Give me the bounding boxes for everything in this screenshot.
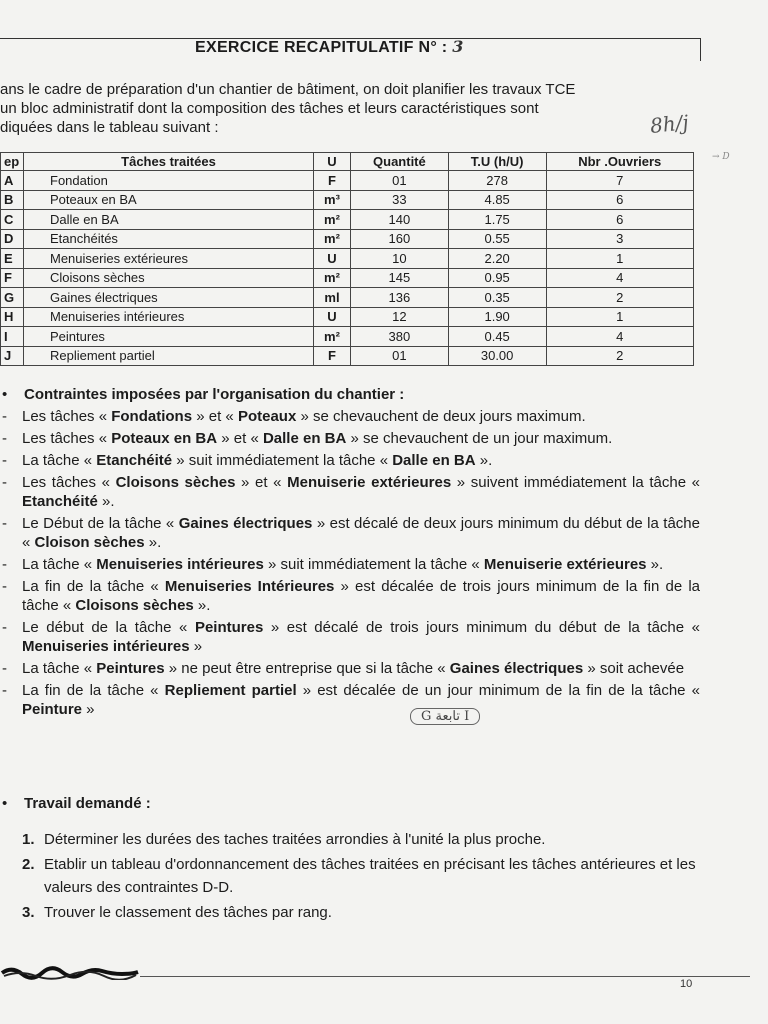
constraint-text: La tâche « — [22, 660, 97, 677]
row-qty: 145 — [351, 268, 449, 288]
task-name: Cloisons sèches — [115, 474, 236, 491]
row-tu: 278 — [448, 171, 546, 191]
handwritten-note: 8h/j — [648, 110, 690, 138]
task-name: Poteaux en BA — [111, 430, 218, 447]
table-row — [1, 327, 694, 347]
constraint-text: Les tâches « — [22, 408, 112, 425]
constraint-text: La fin de la tâche « — [22, 682, 165, 699]
constraint-text: Le Début de la tâche « — [22, 515, 179, 532]
constraint-text: La tâche « — [22, 556, 97, 573]
constraint-text: ». — [646, 556, 664, 573]
row-workers: 2 — [546, 346, 693, 366]
row-unit: m² — [314, 229, 351, 249]
header-tu: T.U (h/U) — [448, 153, 546, 171]
work-item-text: Déterminer les durées des taches traitées arrondies à l'unité la plus proche. — [44, 831, 546, 848]
row-unit: m² — [314, 268, 351, 288]
constraint-text: » est décalé de trois jours minimum du début de la tâche « — [263, 619, 701, 636]
work-list — [22, 828, 702, 926]
row-unit: U — [314, 249, 351, 269]
task-name: Gaines électriques — [178, 515, 313, 532]
constraint-text: » se chevauchent de un jour maximum. — [346, 430, 613, 447]
constraint-text: » et « — [217, 430, 263, 447]
row-unit: m² — [314, 210, 351, 230]
row-tu: 4.85 — [448, 190, 546, 210]
task-name: Cloisons sèches — [75, 597, 194, 614]
row-tu: 1.75 — [448, 210, 546, 230]
constraint-item — [0, 514, 700, 552]
constraint-text: » suivent immédiatement la tâche « — [451, 474, 701, 491]
exercise-number: 3 — [452, 37, 464, 56]
constraint-text: La fin de la tâche « — [22, 578, 165, 595]
constraint-item — [0, 659, 700, 678]
table-row — [1, 346, 694, 366]
work-item-number: 3. — [22, 904, 35, 921]
dash-icon: - — [2, 682, 7, 699]
constraint-text: » et « — [192, 408, 238, 425]
header-workers: Nbr .Ouvriers — [546, 153, 693, 171]
task-name: Menuiseries intérieures — [96, 556, 264, 573]
dash-icon: - — [2, 430, 7, 447]
row-workers: 1 — [546, 307, 693, 327]
constraint-item — [0, 451, 700, 470]
row-workers: 1 — [546, 249, 693, 269]
row-qty: 01 — [351, 171, 449, 191]
page-title: EXERCICE RECAPITULATIF N° : 3 — [195, 37, 464, 56]
row-workers: 4 — [546, 327, 693, 347]
table-row — [1, 229, 694, 249]
header-rep: ep — [1, 153, 24, 171]
task-name: Cloison sèches — [34, 534, 145, 551]
table-body — [1, 171, 694, 366]
row-workers: 2 — [546, 288, 693, 308]
row-workers: 4 — [546, 268, 693, 288]
row-task: Menuiseries extérieures — [24, 249, 314, 269]
constraint-text: » — [189, 638, 203, 655]
title-rule — [0, 38, 190, 39]
row-qty: 10 — [351, 249, 449, 269]
dash-icon: - — [2, 408, 7, 425]
row-qty: 140 — [351, 210, 449, 230]
constraint-text: » est décalée de un jour minimum de la fin de la tâche « — [296, 682, 700, 699]
row-tu: 0.35 — [448, 288, 546, 308]
task-name: Peintures — [194, 619, 264, 636]
row-rep: C — [1, 210, 24, 230]
row-workers: 3 — [546, 229, 693, 249]
row-rep: I — [1, 327, 24, 347]
dash-icon: - — [2, 556, 7, 573]
row-unit: U — [314, 307, 351, 327]
row-tu: 0.45 — [448, 327, 546, 347]
task-name: Dalle en BA — [262, 430, 347, 447]
constraint-text: » est décalé de deux jours minimum du début de la tâche « — [22, 515, 700, 551]
task-name: Menuiserie extérieures — [287, 474, 452, 491]
table-row — [1, 307, 694, 327]
work-item — [22, 853, 702, 899]
row-unit: m² — [314, 327, 351, 347]
bullet-icon: • — [2, 386, 8, 403]
row-task: Cloisons sèches — [24, 268, 314, 288]
work-item-text: Etablir un tableau d'ordonnancement des tâches traitées en précisant les tâches antérieures et les valeurs des contraintes D-D. — [44, 856, 696, 896]
constraint-text: Les tâches « — [22, 430, 112, 447]
task-name: Peintures — [96, 660, 165, 677]
dash-icon: - — [2, 578, 7, 595]
row-tu: 30.00 — [448, 346, 546, 366]
constraint-text: ». — [475, 452, 493, 469]
bullet-icon: • — [2, 795, 8, 812]
row-rep: A — [1, 171, 24, 191]
dash-icon: - — [2, 619, 7, 636]
table-row — [1, 268, 694, 288]
intro-line: un bloc administratif dont la composition des tâches et leurs caractéristiques sont — [0, 100, 539, 117]
handwritten-annotation: G تابعة I — [410, 708, 480, 725]
task-name: Menuiseries intérieures — [22, 638, 190, 655]
constraint-text: » ne peut être entreprise que si la tâche « — [164, 660, 450, 677]
work-title: Travail demandé : — [24, 795, 151, 812]
row-task: Gaines électriques — [24, 288, 314, 308]
constraints-title: Contraintes imposées par l'organisation du chantier : — [24, 386, 405, 403]
row-unit: m³ — [314, 190, 351, 210]
constraints-list — [0, 407, 700, 722]
task-name: Etanchéité — [22, 493, 98, 510]
constraint-text: » se chevauchent de deux jours maximum. — [296, 408, 586, 425]
dash-icon: - — [2, 660, 7, 677]
row-task: Fondation — [24, 171, 314, 191]
task-name: Peinture — [22, 701, 83, 718]
row-tu: 0.95 — [448, 268, 546, 288]
dash-icon: - — [2, 474, 7, 491]
constraint-text: ». — [144, 534, 162, 551]
work-item — [22, 828, 702, 851]
row-task: Peintures — [24, 327, 314, 347]
constraint-item — [0, 618, 700, 656]
header-qty: Quantité — [351, 153, 449, 171]
work-item — [22, 901, 702, 924]
constraint-text: » suit immédiatement la tâche « — [172, 452, 393, 469]
row-rep: G — [1, 288, 24, 308]
dash-icon: - — [2, 515, 7, 532]
constraint-item — [0, 555, 700, 574]
constraint-text: Les tâches « — [22, 474, 116, 491]
table-row — [1, 288, 694, 308]
row-task: Dalle en BA — [24, 210, 314, 230]
tasks-table — [0, 152, 694, 366]
row-workers: 6 — [546, 210, 693, 230]
task-name: Menuiseries Intérieures — [164, 578, 335, 595]
row-task: Repliement partiel — [24, 346, 314, 366]
row-workers: 7 — [546, 171, 693, 191]
constraint-text: » est décalée de trois jours minimum de la fin de la tâche « — [22, 578, 700, 614]
constraint-text: La tâche « — [22, 452, 97, 469]
intro-paragraph — [0, 80, 690, 137]
table-header-row — [1, 153, 694, 171]
row-tu: 2.20 — [448, 249, 546, 269]
constraint-text: » suit immédiatement la tâche « — [263, 556, 484, 573]
row-unit: F — [314, 171, 351, 191]
row-task: Etanchéités — [24, 229, 314, 249]
intro-line: ans le cadre de préparation d'un chantier de bâtiment, on doit planifier les travaux TCE — [0, 81, 576, 98]
constraint-item — [0, 407, 700, 426]
row-task: Menuiseries intérieures — [24, 307, 314, 327]
constraint-text: » et « — [235, 474, 288, 491]
table-row — [1, 190, 694, 210]
row-qty: 380 — [351, 327, 449, 347]
task-name: Gaines électriques — [449, 660, 584, 677]
constraint-text: » — [82, 701, 95, 718]
row-rep: H — [1, 307, 24, 327]
constraint-item — [0, 681, 700, 719]
row-rep: D — [1, 229, 24, 249]
row-tu: 1.90 — [448, 307, 546, 327]
row-qty: 160 — [351, 229, 449, 249]
row-unit: F — [314, 346, 351, 366]
dash-icon: - — [2, 452, 7, 469]
table-row — [1, 210, 694, 230]
work-item-text: Trouver le classement des tâches par rang. — [44, 904, 332, 921]
task-name: Menuiserie extérieures — [483, 556, 647, 573]
constraint-item — [0, 429, 700, 448]
row-qty: 33 — [351, 190, 449, 210]
row-qty: 01 — [351, 346, 449, 366]
task-name: Repliement partiel — [164, 682, 297, 699]
side-note: → D — [712, 152, 730, 162]
task-name: Poteaux — [237, 408, 297, 425]
task-name: Dalle en BA — [392, 452, 476, 469]
work-item-number: 1. — [22, 831, 35, 848]
scribble-mark — [0, 964, 140, 980]
header-task: Tâches traitées — [24, 153, 314, 171]
constraint-text: Le début de la tâche « — [22, 619, 195, 636]
bottom-rule — [140, 976, 750, 977]
table-row — [1, 171, 694, 191]
constraint-item — [0, 473, 700, 511]
row-qty: 136 — [351, 288, 449, 308]
page-number: 10 — [680, 978, 693, 990]
row-workers: 6 — [546, 190, 693, 210]
row-task: Poteaux en BA — [24, 190, 314, 210]
constraint-text: ». — [193, 597, 211, 614]
row-tu: 0.55 — [448, 229, 546, 249]
row-rep: B — [1, 190, 24, 210]
row-qty: 12 — [351, 307, 449, 327]
table-row — [1, 249, 694, 269]
task-name: Etanchéité — [96, 452, 173, 469]
intro-line: diquées dans le tableau suivant : — [0, 119, 219, 136]
work-item-number: 2. — [22, 856, 35, 873]
task-name: Fondations — [111, 408, 193, 425]
constraint-item — [0, 577, 700, 615]
row-unit: ml — [314, 288, 351, 308]
constraint-text: » soit achevée — [583, 660, 685, 677]
row-rep: J — [1, 346, 24, 366]
header-unit: U — [314, 153, 351, 171]
row-rep: E — [1, 249, 24, 269]
constraint-text: ». — [97, 493, 115, 510]
row-rep: F — [1, 268, 24, 288]
